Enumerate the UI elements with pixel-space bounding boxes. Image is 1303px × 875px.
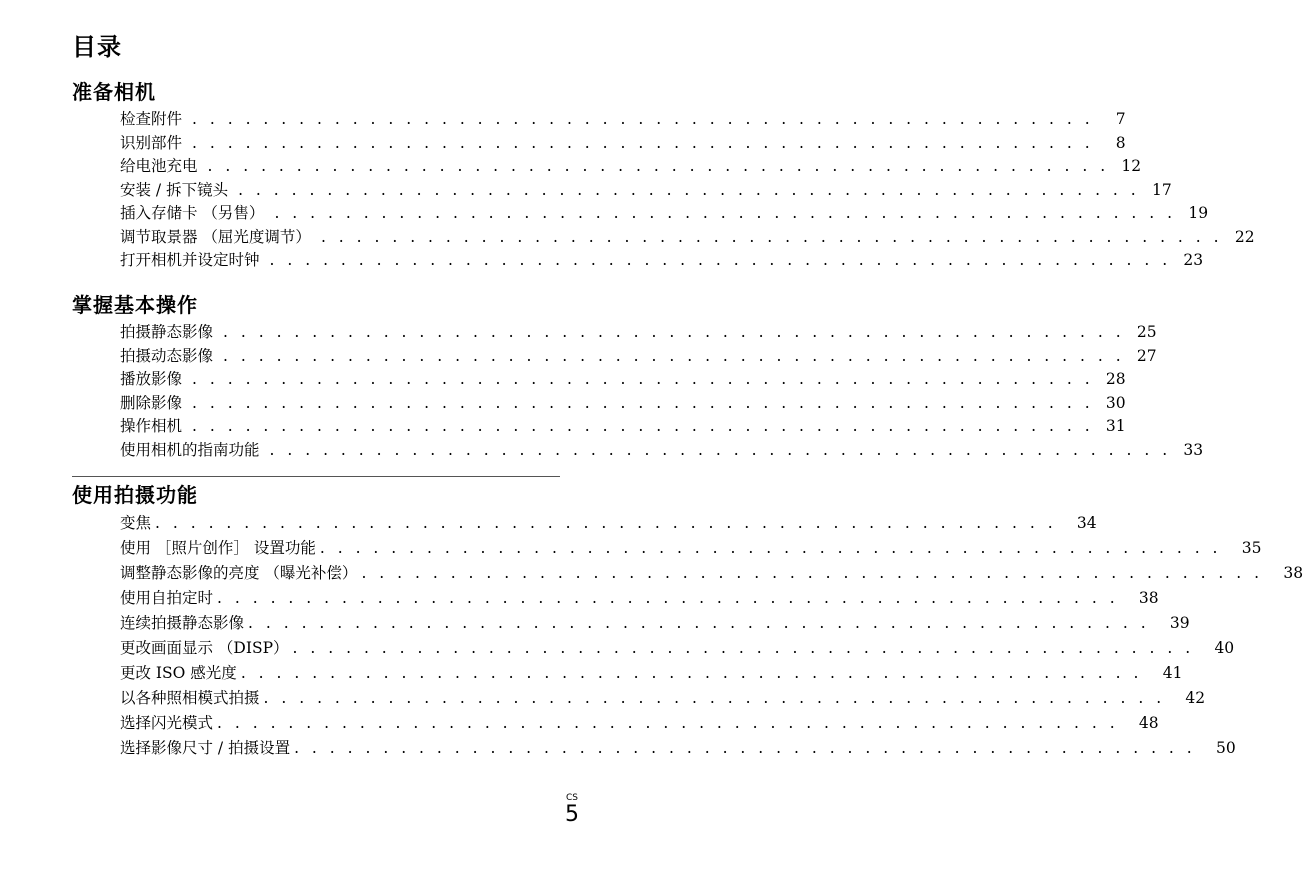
toc-entry-label: 安装 / 拆下镜头 <box>120 180 229 199</box>
toc-entry-page: 38 <box>1283 564 1303 582</box>
toc-entry-label: 更改 ISO 感光度 <box>120 664 237 682</box>
toc-entry[interactable] <box>120 415 1126 439</box>
toc-entry-page: 7 <box>1115 110 1126 128</box>
toc-entry-page: 8 <box>1115 133 1126 152</box>
leader-dots: . . . . . . . . . . . . . . . . . . . . . . . . . . . . . . . . . . . . . . . . . . . . . . . . . . . <box>238 180 1140 199</box>
toc-entry[interactable] <box>120 711 1159 736</box>
leader-dots: . . . . . . . . . . . . . . . . . . . . . . . . . . . . . . . . . . . . . . . . . . . . . . . . . . . <box>155 514 1057 532</box>
page-title: 目录 <box>72 33 122 61</box>
leader-dots: . . . . . . . . . . . . . . . . . . . . . . . . . . . . . . . . . . . . . . . . . . . . . . . . . . . <box>240 664 1143 682</box>
page-number: 5 <box>565 802 579 827</box>
toc-entry[interactable] <box>120 179 1172 203</box>
leader-dots: . . . . . . . . . . . . . . . . . . . . . . . . . . . . . . . . . . . . . . . . . . . . . . . . . . . <box>192 110 1094 128</box>
leader-dots: . . . . . . . . . . . . . . . . . . . . . . . . . . . . . . . . . . . . . . . . . . . . . . . . . . . <box>263 689 1166 707</box>
toc-entry-page: 31 <box>1105 417 1126 435</box>
toc-entry[interactable] <box>120 686 1206 711</box>
section-heading-shooting-functions: 使用拍摄功能 <box>72 483 198 507</box>
toc-entry[interactable] <box>120 511 1097 536</box>
leader-dots: . . . . . . . . . . . . . . . . . . . . . . . . . . . . . . . . . . . . . . . . . . . . . . . . . . . <box>292 639 1195 657</box>
toc-entry-label: 变焦 <box>120 514 152 532</box>
leader-dots: . . . . . . . . . . . . . . . . . . . . . . . . . . . . . . . . . . . . . . . . . . . . . . . . . . . <box>248 614 1150 632</box>
toc-entry-label: 连续拍摄静态影像 <box>120 614 245 632</box>
toc-entry-label: 检查附件 <box>120 110 183 128</box>
toc-entry-page: 39 <box>1169 614 1190 632</box>
leader-dots: . . . . . . . . . . . . . . . . . . . . . . . . . . . . . . . . . . . . . . . . . . . . . . . . . . . <box>269 440 1172 459</box>
toc-entry-page: 35 <box>1241 539 1262 557</box>
toc-entry-label: 使用自拍定时 <box>120 589 214 607</box>
toc-entry[interactable] <box>120 321 1157 345</box>
toc-entry[interactable] <box>120 586 1159 611</box>
toc-entry-label: 更改画面显示 （DISP） <box>120 639 289 657</box>
leader-dots: . . . . . . . . . . . . . . . . . . . . . . . . . . . . . . . . . . . . . . . . . . . . . . . . . . . <box>192 393 1094 412</box>
toc-entry-label: 拍摄静态影像 <box>120 323 214 341</box>
toc-entry-page: 12 <box>1121 157 1142 175</box>
toc-entry-page: 38 <box>1138 589 1159 607</box>
toc-entry-page: 25 <box>1136 323 1157 341</box>
toc-entry-label: 使用 ［照片创作］ 设置功能 <box>120 539 316 557</box>
toc-entry-page: 33 <box>1183 440 1204 459</box>
toc-entry-page: 41 <box>1162 664 1183 682</box>
leader-dots: . . . . . . . . . . . . . . . . . . . . . . . . . . . . . . . . . . . . . . . . . . . . . . . . . . . <box>217 589 1119 607</box>
language-code: CS <box>566 793 578 803</box>
toc-entry[interactable] <box>120 536 1262 561</box>
leader-dots: . . . . . . . . . . . . . . . . . . . . . . . . . . . . . . . . . . . . . . . . . . . . . . . . . . . <box>223 346 1125 365</box>
toc-entry-label: 播放影像 <box>120 370 183 388</box>
leader-dots: . . . . . . . . . . . . . . . . . . . . . . . . . . . . . . . . . . . . . . . . . . . . . . . . . . . <box>274 204 1177 222</box>
leader-dots: . . . . . . . . . . . . . . . . . . . . . . . . . . . . . . . . . . . . . . . . . . . . . . . . . . . <box>269 251 1172 269</box>
toc-entry-label: 删除影像 <box>120 393 183 412</box>
section-divider <box>72 476 560 477</box>
toc-entry-page: 48 <box>1138 714 1159 732</box>
toc-entry-page: 17 <box>1151 180 1172 199</box>
toc-entry[interactable] <box>120 108 1126 132</box>
toc-entry-label: 调整静态影像的亮度 （曝光补偿） <box>120 564 358 582</box>
toc-entry-label: 打开相机并设定时钟 <box>120 251 260 269</box>
toc-entry-label: 使用相机的指南功能 <box>120 440 260 459</box>
toc-entry-page: 30 <box>1105 393 1126 412</box>
toc-entry-page: 40 <box>1214 639 1235 657</box>
toc-entry[interactable] <box>120 345 1157 369</box>
toc-entry-label: 选择闪光模式 <box>120 714 214 732</box>
toc-entry-label: 识别部件 <box>120 133 183 152</box>
section-heading-basic-operations: 掌握基本操作 <box>72 293 198 317</box>
toc-entry[interactable] <box>120 249 1204 273</box>
toc-entry-page: 27 <box>1136 346 1157 365</box>
leader-dots: . . . . . . . . . . . . . . . . . . . . . . . . . . . . . . . . . . . . . . . . . . . . . . . . . . . <box>207 157 1110 175</box>
leader-dots: . . . . . . . . . . . . . . . . . . . . . . . . . . . . . . . . . . . . . . . . . . . . . . . . . . . <box>192 417 1094 435</box>
toc-entry[interactable] <box>120 636 1235 661</box>
toc-entry[interactable] <box>120 202 1209 226</box>
toc-entry[interactable] <box>120 561 1303 586</box>
toc-entry[interactable] <box>120 226 1255 250</box>
toc-entry[interactable] <box>120 736 1236 761</box>
leader-dots: . . . . . . . . . . . . . . . . . . . . . . . . . . . . . . . . . . . . . . . . . . . . . . . . . . . <box>217 714 1119 732</box>
toc-entry-page: 34 <box>1076 514 1097 532</box>
toc-entry-label: 选择影像尺寸 / 拍摄设置 <box>120 739 291 757</box>
leader-dots: . . . . . . . . . . . . . . . . . . . . . . . . . . . . . . . . . . . . . . . . . . . . . . . . . . . <box>361 564 1264 582</box>
toc-entry-label: 给电池充电 <box>120 157 198 175</box>
toc-entry-page: 42 <box>1185 689 1206 707</box>
toc-entry-page: 19 <box>1188 204 1209 222</box>
toc-entry-page: 50 <box>1215 739 1236 757</box>
toc-entry-label: 以各种照相模式拍摄 <box>120 689 260 707</box>
toc-list-prepare-camera <box>120 108 1255 273</box>
leader-dots: . . . . . . . . . . . . . . . . . . . . . . . . . . . . . . . . . . . . . . . . . . . . . . . . . . . <box>192 133 1094 152</box>
toc-list-basic-operations <box>120 321 1204 462</box>
leader-dots: . . . . . . . . . . . . . . . . . . . . . . . . . . . . . . . . . . . . . . . . . . . . . . . . . . . <box>223 323 1125 341</box>
toc-entry[interactable] <box>120 611 1190 636</box>
toc-entry-page: 28 <box>1105 370 1126 388</box>
toc-entry-label: 拍摄动态影像 <box>120 346 214 365</box>
leader-dots: . . . . . . . . . . . . . . . . . . . . . . . . . . . . . . . . . . . . . . . . . . . . . . . . . . . <box>320 227 1223 246</box>
toc-entry[interactable] <box>120 155 1142 179</box>
leader-dots: . . . . . . . . . . . . . . . . . . . . . . . . . . . . . . . . . . . . . . . . . . . . . . . . . . . <box>192 370 1094 388</box>
toc-entry[interactable] <box>120 392 1126 416</box>
toc-entry-page: 22 <box>1234 227 1255 246</box>
toc-entry[interactable] <box>120 439 1204 463</box>
toc-entry-label: 插入存储卡 （另售） <box>120 204 265 222</box>
toc-list-shooting-functions <box>120 511 1303 761</box>
toc-entry[interactable] <box>120 132 1126 156</box>
toc-entry-page: 23 <box>1183 251 1204 269</box>
section-heading-prepare-camera: 准备相机 <box>72 80 156 104</box>
toc-entry-label: 调节取景器 （屈光度调节） <box>120 227 311 246</box>
toc-entry-label: 操作相机 <box>120 417 183 435</box>
toc-entry[interactable] <box>120 368 1126 392</box>
toc-entry[interactable] <box>120 661 1183 686</box>
leader-dots: . . . . . . . . . . . . . . . . . . . . . . . . . . . . . . . . . . . . . . . . . . . . . . . . . . . <box>319 539 1222 557</box>
leader-dots: . . . . . . . . . . . . . . . . . . . . . . . . . . . . . . . . . . . . . . . . . . . . . . . . . . . <box>294 739 1196 757</box>
